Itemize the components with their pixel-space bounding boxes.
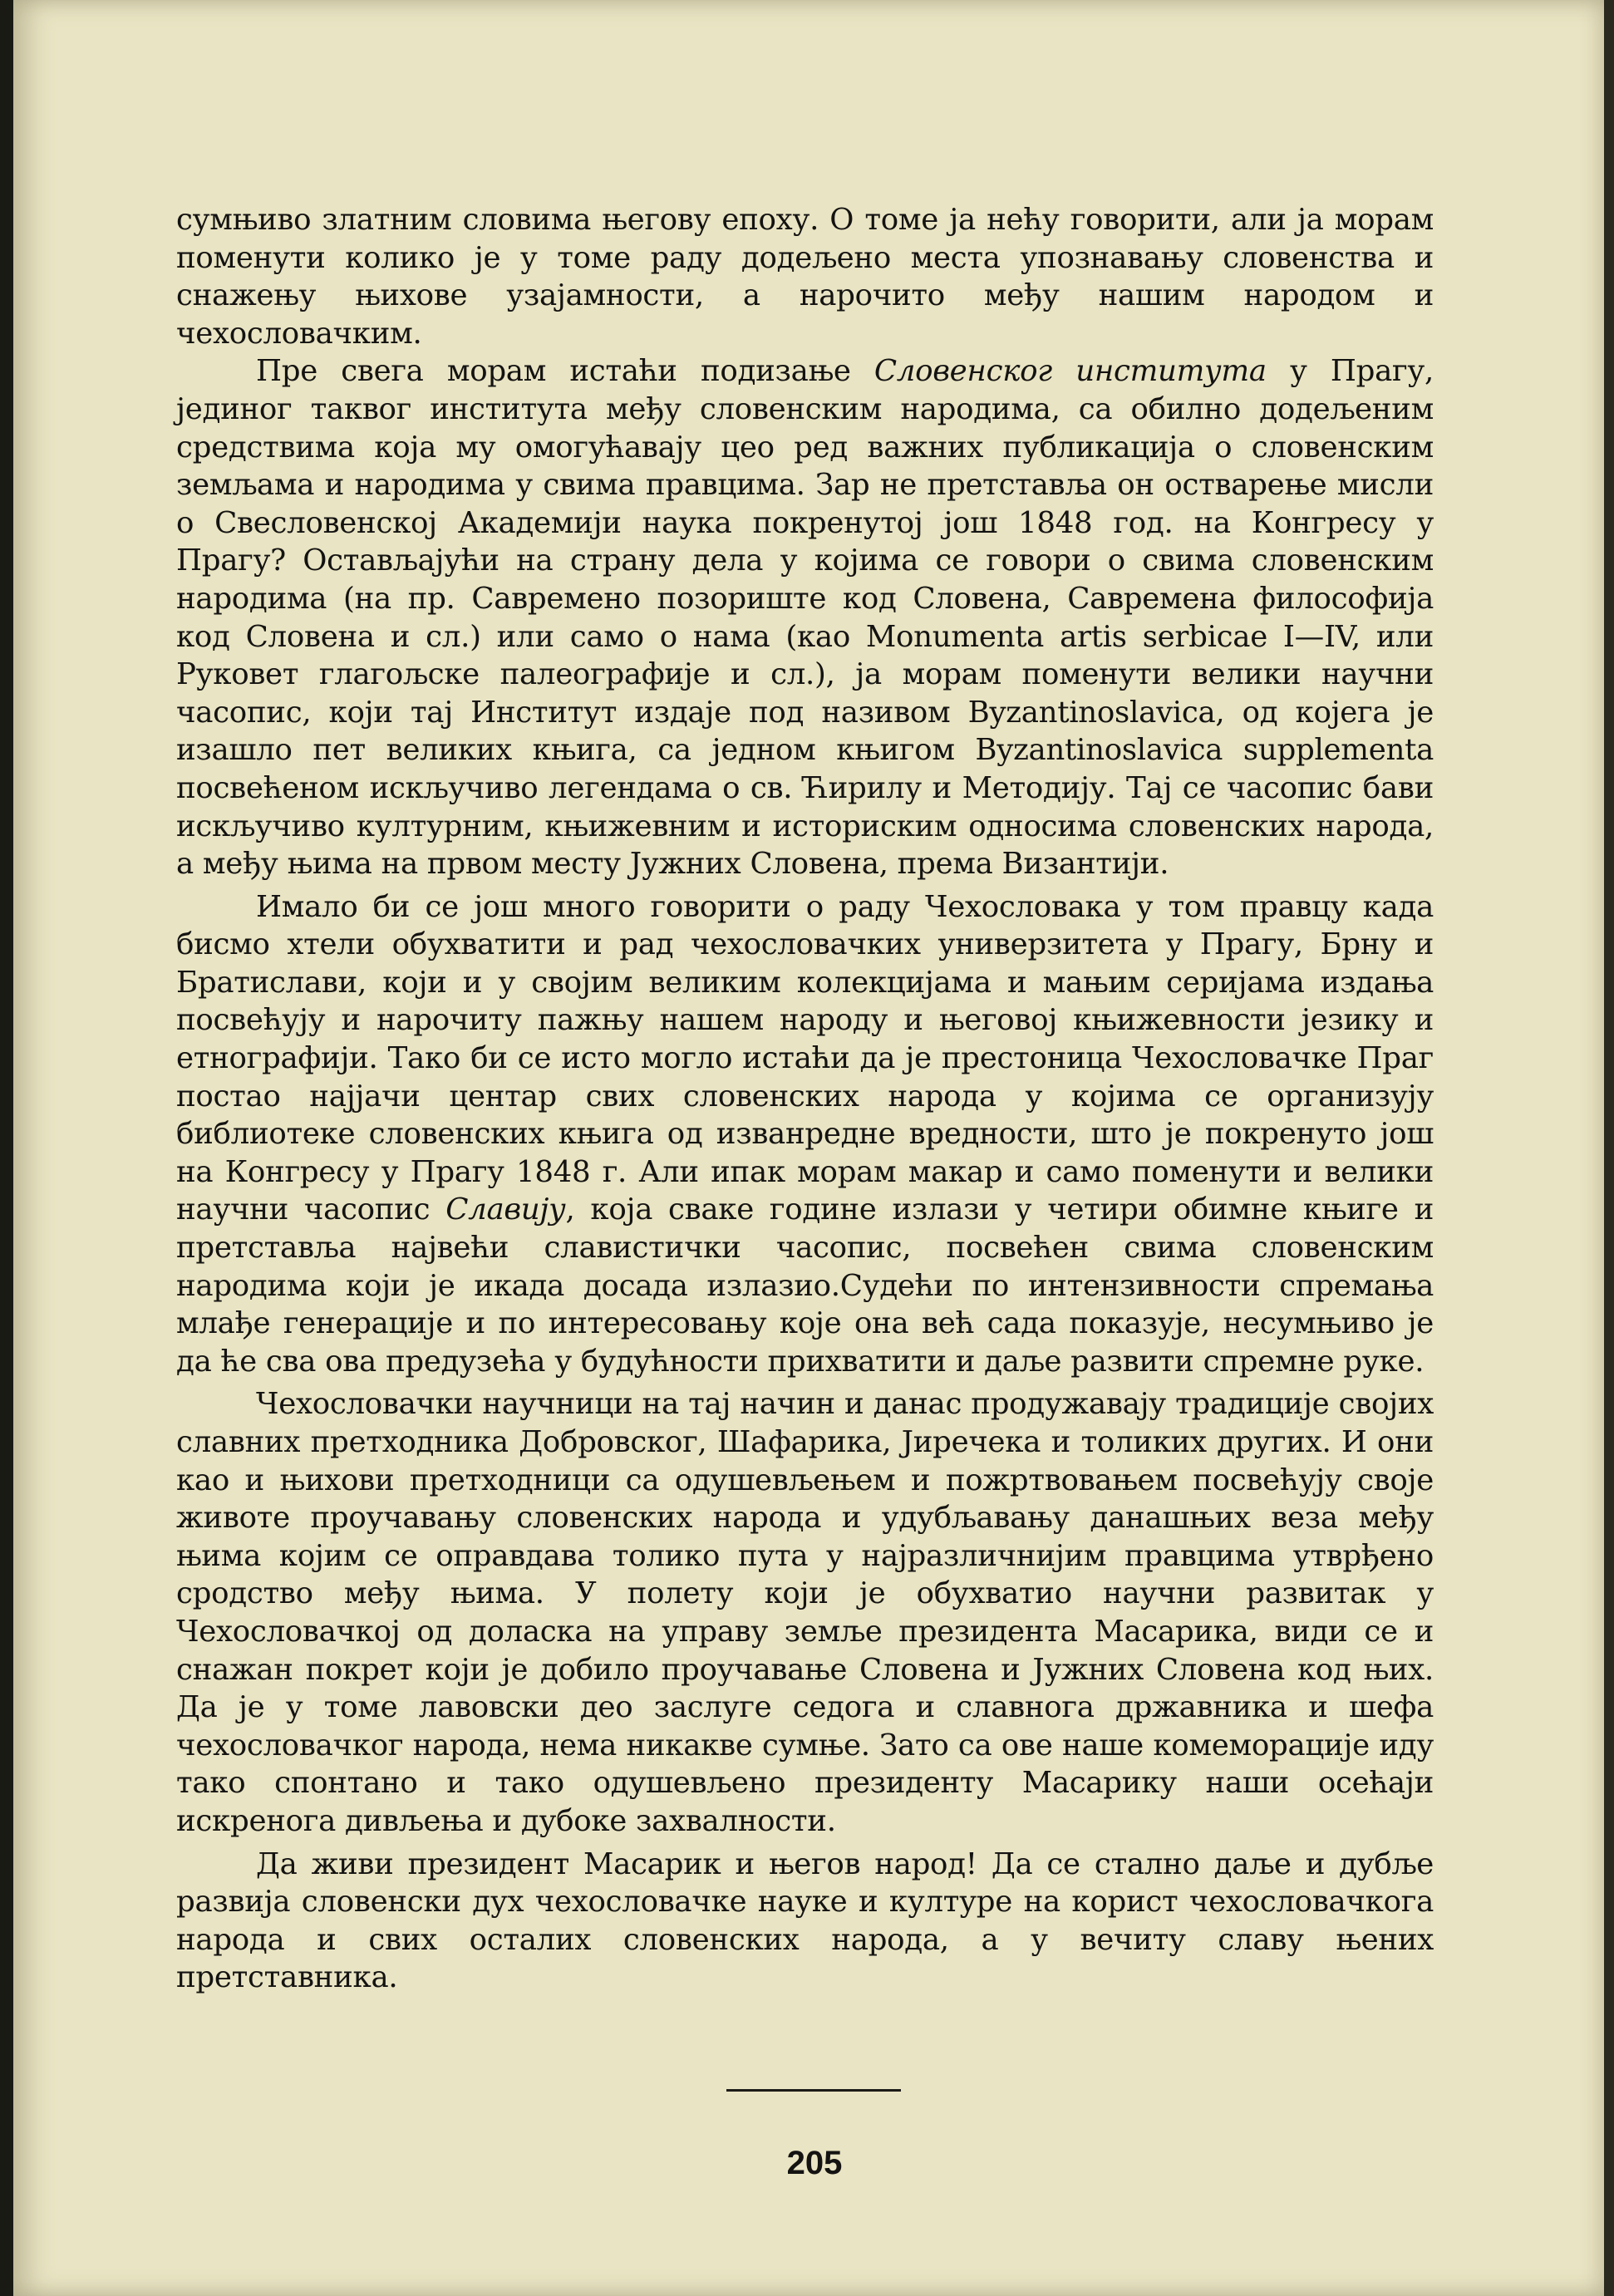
paragraph-5-text: Да живи президент Масарик и његов народ! Да се стално даље и дубље развија словенски дух чехословачке науке и културе на корист чехословачкога народа и свих осталих словенских народа, а у вечиту славу њених претставника. [176, 1846, 1434, 1995]
paragraph-2-text-b: у Прагу, јединог таквог института међу словенским народима, са обилно додељеним средствима која му омогућавају цео ред важних публикација о словенским земљама и народима у свима правцима. Зар не претставља он остварење мисли о Свесловенској Академији наука покренутој још 1848 год. на Конгресу у Прагу? Остављајући на страну дела у којима се говори о свима словенским народима (на пр. Савремено позориште код Словена, Савремена философија код Словена и сл.) или само о нама (као Monumenta artis serbicae I—IV, или Руковет глагољске палеографије и сл.), ја морам поменути велики научни часопис, који тај Институт издаје под називом Byzantinoslavica, од којега је изашло пет великих књига, са једном књигом Byzantinoslavica supplementa посвећеном искључиво легендама о св. Ћирилу и Методију. Тај се часопис бави искључиво културним, књижевним и историским односима словенских народа, а међу њима на првом месту Јужних Словена, према Византији. [176, 354, 1434, 882]
scan-edge-left [0, 0, 13, 2296]
paragraph-2 [176, 352, 1434, 883]
closing-rule [726, 2089, 901, 2092]
paragraph-1-text: сумњиво златним словима његову епоху. О томе ја нећу говорити, али ја морам поменути колико је у томе раду додељено места упознавању словенства и снажењу њихове узајамности, а нарочито међу нашим народом и чехословачким. [176, 203, 1434, 351]
paragraph-4-text: Чехословачки научници на тај начин и данас продужавају традиције својих славних претходника Добровског, Шафарика, Јиречека и толиких других. И они као и њихови претходници са одушевљењем и пожртвовањем посвећују своје животе проучавању словенских народа и удубљавању данашњих веза међу њима којим се оправдава толико пута у најразличнијим правцима утврђено сродство међу њима. У полету који је обухватио научни развитак у Чехословачкој од доласка на управу земље президента Масарика, види се и снажан покрет који је добило проучавање Словена и Јужних Словена код њих. Да је у томе лавовски део заслуге седога и славнога државника и шефа чехословачког народа, нема никакве сумње. Зато са ове наше комеморације иду тако спонтано и тако одушевљено президенту Масарику наши осећаји искренога дивљења и дубоке захвалности. [176, 1387, 1434, 1838]
scan-edge-right [1604, 0, 1614, 2296]
paragraph-3-text-b: , која сваке године излази у четири обимне књиге и претставља највећи славистички часопис, посвећен свима словенским народима који је икада досада излазио.Судећи по интензивности спремања млађе генерације и по интересовању које она већ сада показује, несумњиво је да ће сва ова предузећа у будућности прихватити и даље развити спремне руке. [176, 1192, 1434, 1379]
paragraph-2-italic-title: Словенског института [873, 354, 1267, 389]
paragraph-3-italic-title: Славију [445, 1192, 566, 1227]
paragraph-2-text-a: Пре свега морам истаћи подизање [256, 354, 874, 389]
paragraph-3-text-a: Имало би се још много говорити о раду Чехословака у том правцу када бисмо хтели обухватити и рад чехословачких универзитета у Прагу, Брну и Братислави, који и у својим великим колекцијама и мањим серијама издања посвећују и нарочиту пажњу нашем народу и његовој књижевности језику и етнографији. Тако би се исто могло истаћи да је престоница Чехословачке Праг постао најјачи центар свих словенских народа у којима се организују библиотеке словенских књига од изванредне вредности, што је покренуто још на Конгресу у Прагу 1848 г. Али ипак морам макар и само поменути и велики научни часопис [176, 889, 1434, 1227]
body-text [176, 201, 1434, 1997]
paragraph-1 [176, 201, 1434, 352]
paragraph-4 [176, 1385, 1434, 1840]
paragraph-3 [176, 888, 1434, 1381]
paragraph-5 [176, 1846, 1434, 1997]
page-number: 205 [786, 2145, 843, 2181]
